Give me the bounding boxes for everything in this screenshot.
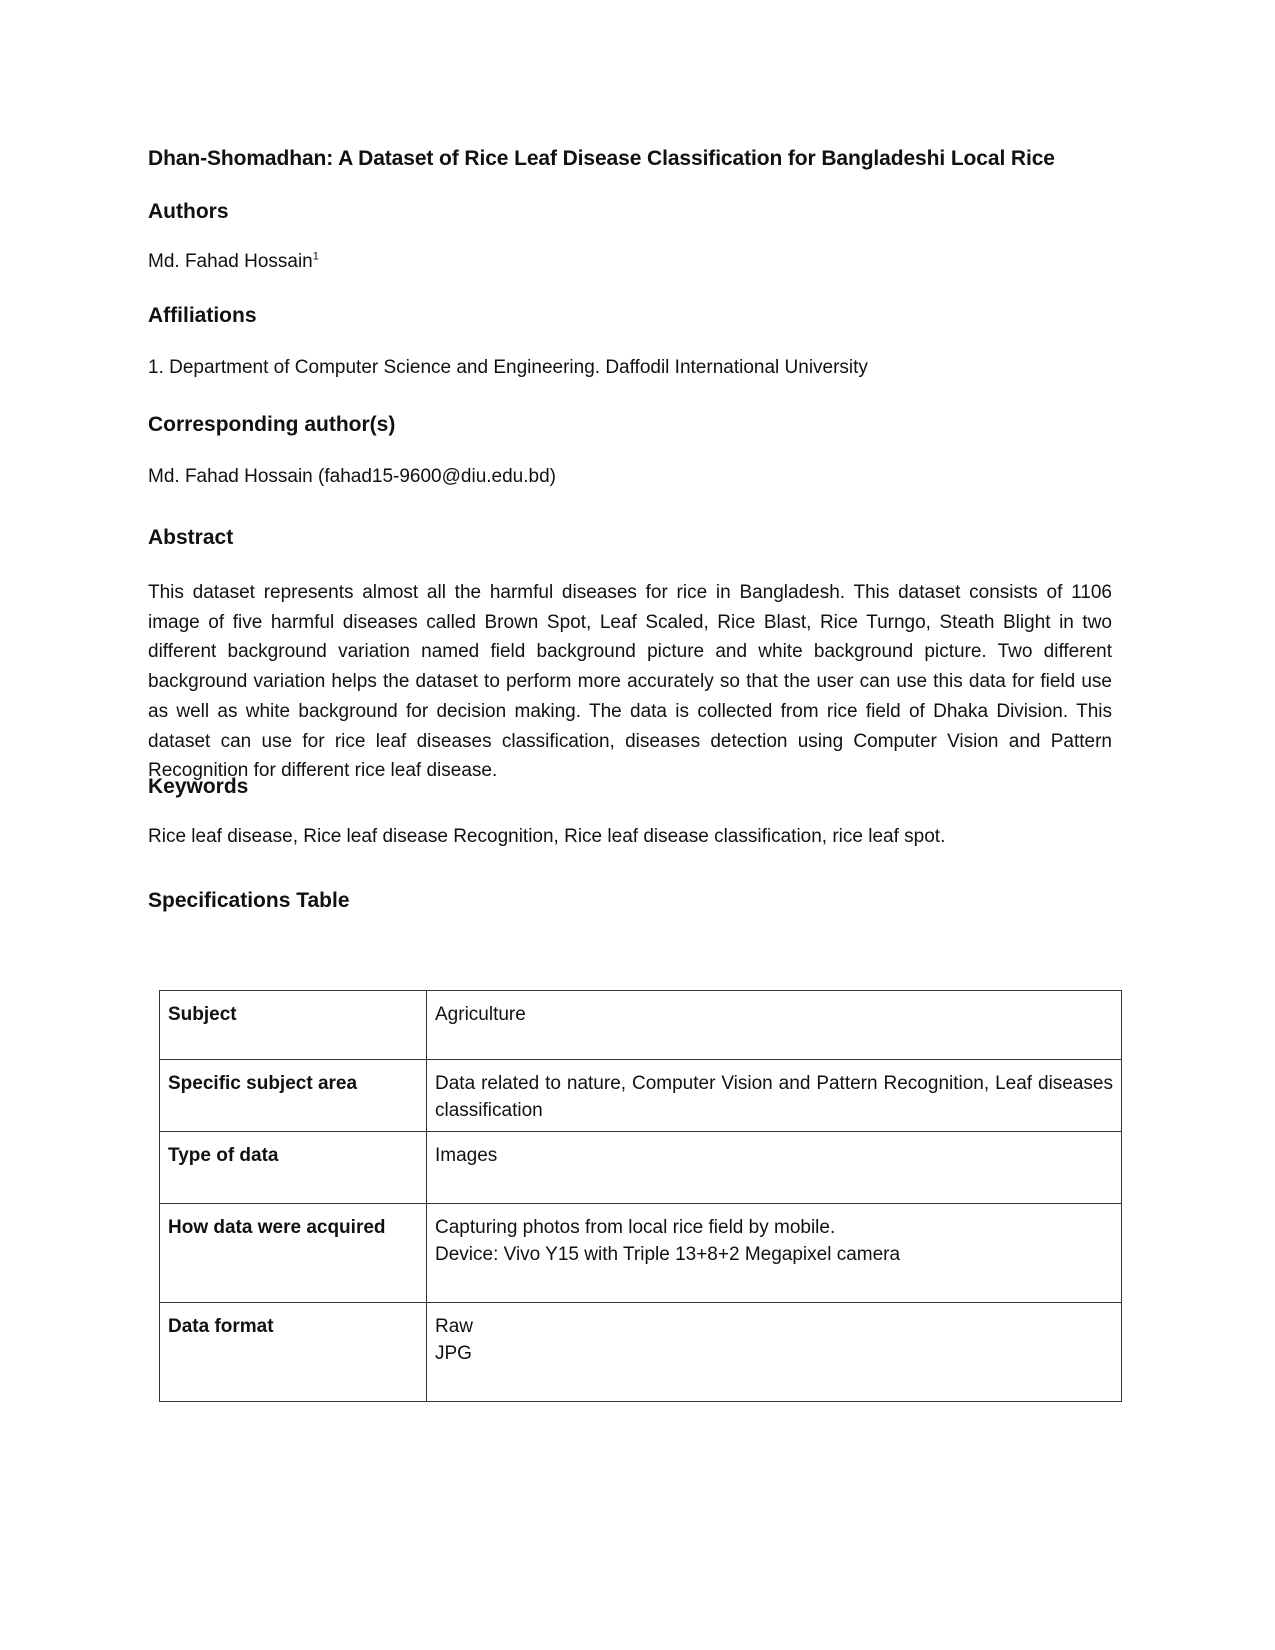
spec-value [427, 1303, 1122, 1402]
affiliations-heading: Affiliations [148, 304, 257, 327]
spec-value-line: Device: Vivo Y15 with Triple 13+8+2 Megapixel camera [435, 1244, 901, 1265]
spec-value-line: Capturing photos from local rice field by mobile. [435, 1217, 836, 1238]
keywords-heading: Keywords [148, 775, 249, 798]
spec-label: How data were acquired [160, 1204, 427, 1303]
spec-value [427, 991, 1122, 1060]
corresponding-author: Md. Fahad Hossain (fahad15-9600@diu.edu.bd) [148, 466, 556, 487]
spec-value [427, 1060, 1122, 1132]
spec-value-line: Images [435, 1145, 498, 1166]
table-row [160, 991, 1122, 1060]
author-name-text: Md. Fahad Hossain [148, 251, 313, 272]
table-row [160, 1132, 1122, 1204]
table-row [160, 1204, 1122, 1303]
abstract-heading: Abstract [148, 526, 234, 549]
spec-value [427, 1132, 1122, 1204]
paper-title: Dhan-Shomadhan: A Dataset of Rice Leaf Disease Classification for Bangladeshi Local Rice [148, 147, 1055, 170]
spec-value [427, 1204, 1122, 1303]
keywords-text: Rice leaf disease, Rice leaf disease Recognition, Rice leaf disease classification, rice leaf spot. [148, 826, 946, 847]
spec-value-line: JPG [435, 1343, 472, 1364]
affiliation-item: 1. Department of Computer Science and Engineering. Daffodil International University [148, 357, 868, 378]
spec-label: Subject [160, 991, 427, 1060]
authors-heading: Authors [148, 200, 229, 223]
author-affiliation-mark: 1 [312, 250, 319, 263]
spec-label: Type of data [160, 1132, 427, 1204]
abstract-text: This dataset represents almost all the harmful diseases for rice in Bangladesh. This dataset consists of 1106 image of five harmful diseases called Brown Spot, Leaf Scaled, Rice Blast, Rice Turngo, Steath Blight in two different background variation named field background picture and white background picture. Two different background variation helps the dataset to perform more accurately so that the user can use this data for field use as well as white background for decision making. The data is collected from rice field of Dhaka Division. This dataset can use for rice leaf diseases classification, diseases detection using Computer Vision and Pattern Recognition for different rice leaf disease. [148, 582, 1112, 782]
table-row [160, 1060, 1122, 1132]
specifications-table [159, 990, 1122, 1402]
spec-label: Data format [160, 1303, 427, 1402]
spec-value-line: Data related to nature, Computer Vision and Pattern Recognition, Leaf diseases classification [435, 1073, 1113, 1121]
spec-label: Specific subject area [160, 1060, 427, 1132]
corresponding-heading: Corresponding author(s) [148, 413, 396, 436]
spec-value-line: Raw [435, 1316, 474, 1337]
table-row [160, 1303, 1122, 1402]
author-name [148, 251, 319, 273]
specifications-heading: Specifications Table [148, 889, 350, 912]
spec-value-line: Agriculture [435, 1004, 526, 1025]
